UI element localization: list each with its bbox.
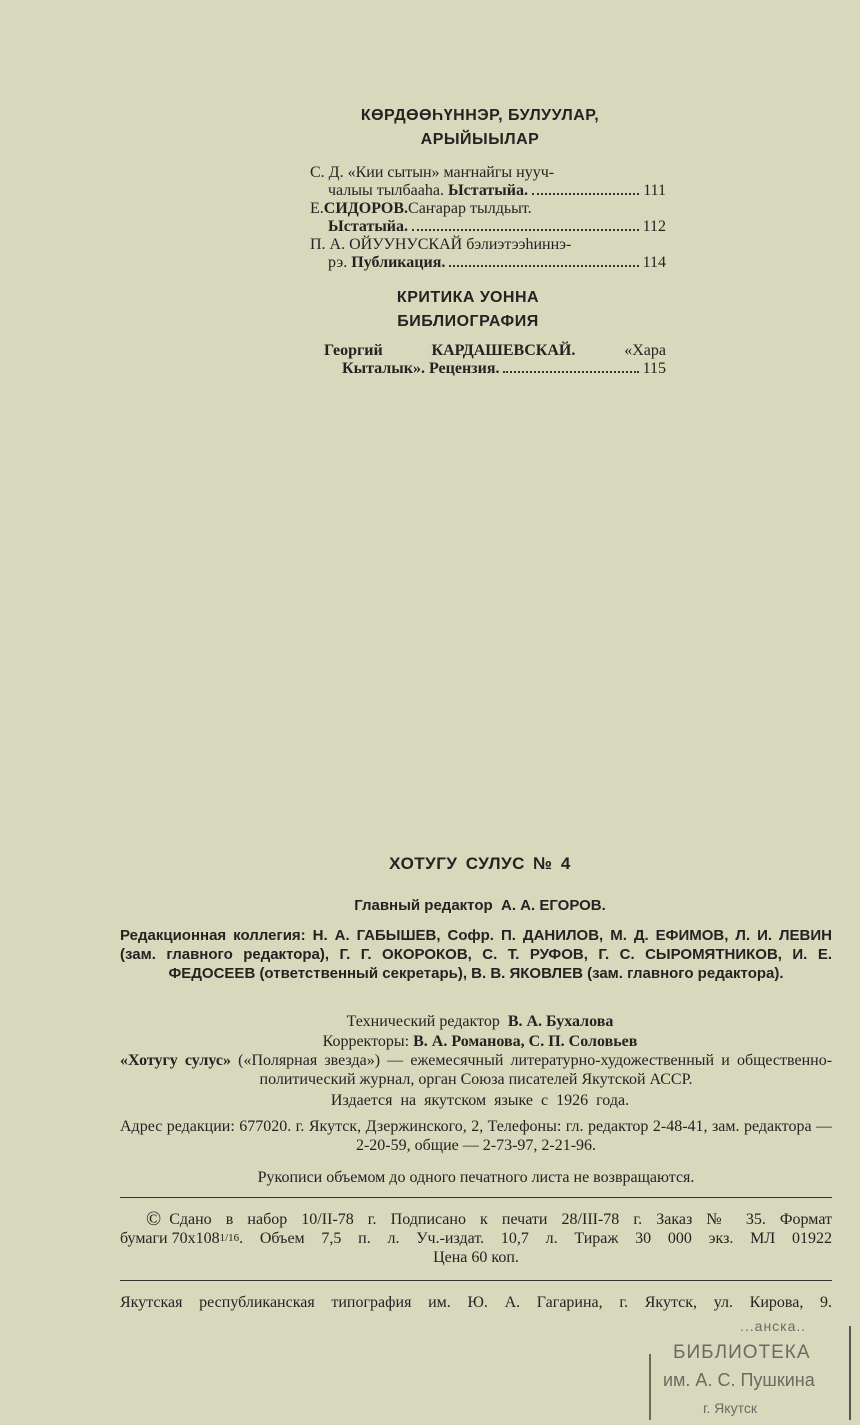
toc-list-criticism xyxy=(324,342,666,378)
section-heading-line: КРИТИКА УОННА xyxy=(396,289,540,306)
dot-leader xyxy=(532,182,639,195)
section-heading-line: БИБЛИОГРАФИЯ xyxy=(397,313,539,330)
toc-page-number: 111 xyxy=(643,182,666,199)
journal-issue-title: ХОТУГУ СУЛУС № 4 xyxy=(389,854,571,873)
toc-page-number: 114 xyxy=(642,254,666,271)
editorial-address: Адрес редакции: 677020. г. Якутск, Дзержинского, 2, Телефоны: гл. редактор 2-48-41, зам. редактора — 2-20-59, общие — 2-73-97, 2-21-96. xyxy=(120,1118,832,1154)
toc-entry: Е. СИДОРОВ. Саҥарар тылдьыт. Ыстатыйа. 112 xyxy=(310,200,666,235)
journal-description: «Хотугу сулус» («Полярная звезда») — ежемесячный литературно-художественный и общественно-политический журнал, орган Союза писателей Якутской АССР. xyxy=(120,1052,833,1088)
toc-entry: Георгий КАРДАШЕВСКАЙ. «Хара Кыталык». Рецензия. 115 xyxy=(324,342,666,377)
toc-entry: П. А. ОЙУУНУСКАЙ бэлиэтээһиннэ- рэ. Публикация. 114 xyxy=(310,236,666,271)
toc-list-reports xyxy=(310,164,666,272)
chief-editor: Главный редактор А. А. ЕГОРОВ. xyxy=(354,897,606,914)
print-details: © Сдано в набор 10/II-78 г. Подписано к печати 28/III-78 г. Заказ № 35. Формат бумаги 70x108 1/16 . Объем 7,5 п. л. Уч.-издат. 10,7 л. Тираж 30 000 экз. МЛ 01922 Цена 60 коп. xyxy=(120,1208,832,1266)
section-heading-line: АРЫЙЫЫЛАР xyxy=(420,131,540,148)
divider-line xyxy=(120,1197,832,1198)
published-since: Издается на якутском языке с 1926 года. xyxy=(330,1092,630,1109)
dot-leader xyxy=(412,218,639,231)
section-heading-line: КӨРДӨӨҺҮННЭР, БУЛУУЛАР, xyxy=(360,107,600,124)
editorial-board: Редакционная коллегия: Н. А. ГАБЫШЕВ, Софр. П. ДАНИЛОВ, М. Д. ЕФИМОВ, Л. И. ЛЕВИН (зам. главного редактора), Г. Г. ОКОРОКОВ, С. Т. РУФОВ, Г. С. СЫРОМЯТНИКОВ, И. Е. ФЕДОСЕЕВ (ответственный секретарь), В. В. ЯКОВЛЕВ (зам. главного редактора). xyxy=(120,927,832,982)
library-stamp: ...анска.. БИБЛИОТЕКА им. А. С. Пушкина г. Якутск xyxy=(645,1318,857,1422)
manuscripts-note: Рукописи объемом до одного печатного листа не возвращаются. xyxy=(257,1169,695,1186)
stamp-right-border xyxy=(849,1326,851,1420)
section-heading-criticism xyxy=(268,286,668,334)
toc-page-number: 112 xyxy=(642,218,666,235)
printer-info: Якутская республиканская типография им. Ю. А. Гагарина, г. Якутск, ул. Кирова, 9. xyxy=(120,1294,832,1311)
stamp-left-border xyxy=(649,1354,651,1420)
divider-line xyxy=(120,1280,832,1281)
dot-leader xyxy=(449,254,638,267)
correctors: Корректоры: В. А. Романова, С. П. Соловьев xyxy=(322,1033,638,1050)
toc-entry: С. Д. «Кии сытын» маҥнайгы нууч- чалыы тылбааһа. Ыстатыйа. 111 xyxy=(310,164,666,199)
toc-page-number: 115 xyxy=(642,360,666,377)
price: Цена 60 коп. xyxy=(433,1249,519,1266)
section-heading-reports xyxy=(280,104,680,152)
dot-leader xyxy=(503,360,638,373)
copyright-icon: © xyxy=(146,1208,162,1230)
technical-editor: Технический редактор В. А. Бухалова xyxy=(346,1013,614,1030)
